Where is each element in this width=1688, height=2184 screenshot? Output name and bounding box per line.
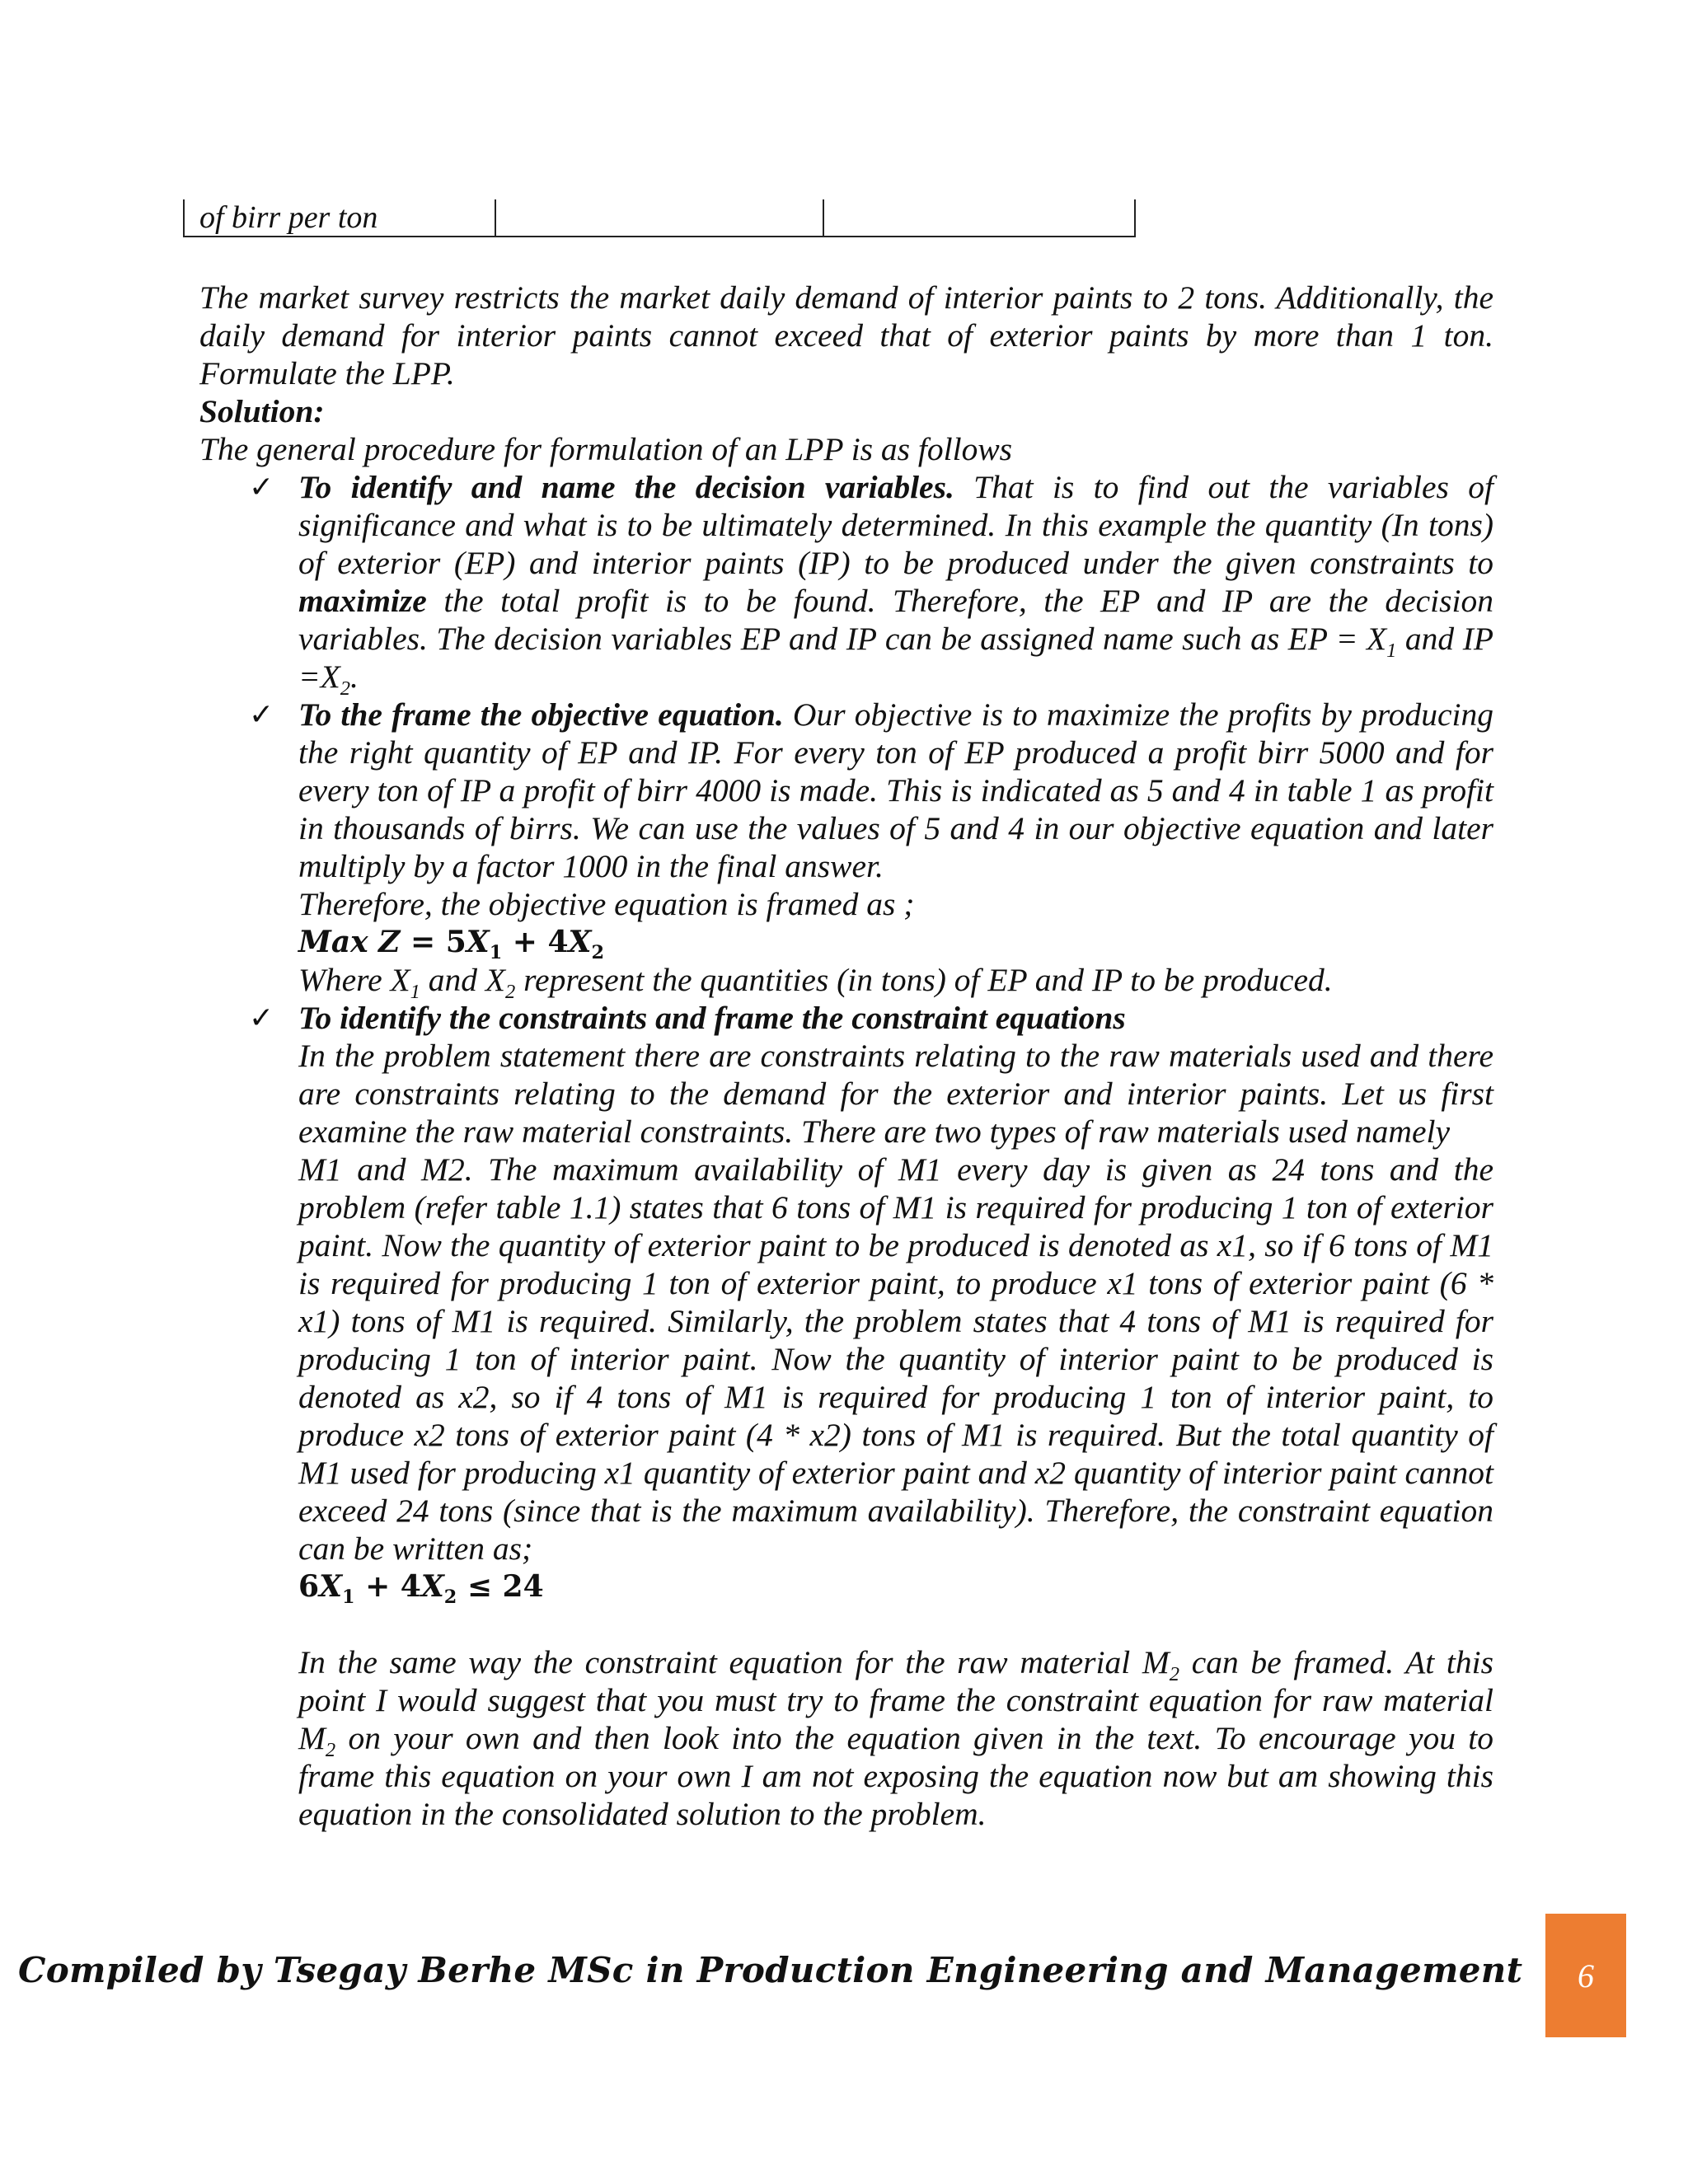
item-heading: To the frame the objective equation.: [298, 696, 784, 733]
table-cell: [823, 199, 1135, 237]
solution-label: Solution:: [199, 393, 325, 429]
intro-paragraph: The market survey restricts the market daily demand of interior paints to 2 tons. Additionally, the daily demand for interior paints cannot exceed that of exterior paints by more than 1 ton. Formulate the LPP.: [199, 279, 1493, 391]
objective-equation: Max $Z = 5X_1 + 4X_2$: [298, 925, 604, 964]
list-item: [249, 468, 1493, 700]
constraint-equation: $6X_1 + 4X_2 \le 24$: [298, 1569, 544, 1609]
item-paragraph: M1 and M2. The maximum availability of M1 every day is given as 24 tons and the problem (refer table 1.1) states that 6 tons of M1 is required for producing 1 ton of exterior paint. Now the quantity of exterior paint to be produced is denoted as x1, so if 6 tons of M1 is required for producing 1 ton of exterior paint, to produce x1 tons of exterior paint (6 * x1) tons of M1 is required. Similarly, the problem states that 4 tons of M1 is required for producing 1 ton of interior paint. Now the quantity of interior paint to be produced is denoted as x2, so if 4 tons of M1 is required for producing 1 ton of interior paint, to produce x2 tons of exterior paint (4 * x2) tons of M1 is required. But the total quantity of M1 used for producing x1 quantity of exterior paint and x2 quantity of interior paint cannot exceed 24 tons (since that is the maximum availability). Therefore, the constraint equation can be written as;: [298, 1151, 1494, 1567]
where-line: Where $X_1$ and $X_2$ represent the quantities (in tons) of EP and IP to be produced.: [298, 962, 1333, 1003]
table-fragment: [183, 199, 1136, 237]
page-number-box: [1545, 1914, 1626, 2037]
item-paragraph: In the same way the constraint equation for the raw material $M_2$ can be framed. At this point I would suggest that you must try to frame the constraint equation for raw material $M_2$ on your own and then look into the equation given in the text. To encourage you to frame this equation on your own I am not exposing the equation now but am showing this equation in the consolidated solution to the problem.: [298, 1644, 1493, 1832]
table-cell: [495, 199, 823, 237]
table-cell: of birr per ton: [184, 199, 495, 237]
item-heading: To identify the constraints and frame the constraint equations: [298, 1000, 1126, 1036]
footer-credit: Compiled by Tsegay Berhe MSc in Production Engineering and Management: [18, 1950, 1523, 1990]
list-item: [249, 696, 1494, 1003]
emphasis: maximize: [298, 583, 427, 619]
item-heading: To identify and name the decision variables.: [298, 469, 954, 505]
check-mark-icon: ✓: [249, 471, 274, 504]
page-number: 6: [1578, 1957, 1594, 1994]
procedure-list: [199, 468, 1493, 1833]
check-mark-icon: ✓: [249, 698, 274, 731]
table-row: [184, 199, 1135, 237]
item-paragraph: In the problem statement there are constraints relating to the raw materials used and there are constraints relating to the demand for the exterior and interior paints. Let us first examine the raw material constraints. There are two types of raw materials used namely: [298, 1038, 1493, 1150]
check-mark-icon: ✓: [249, 1001, 274, 1034]
list-item: [249, 999, 1494, 1833]
document-body: [199, 279, 1493, 1833]
item-paragraph: To the frame the objective equation. Our objective is to maximize the profits by producing the right quantity of EP and IP. For every ton of EP produced a profit birr 5000 and for every ton of IP a profit of birr 4000 is made. This is indicated as 5 and 4 in table 1 as profit in thousands of birrs. We can use the values of 5 and 4 in our objective equation and later multiply by a factor 1000 in the final answer.: [298, 696, 1494, 884]
item-paragraph: To identify and name the decision variables. That is to find out the variables of significance and what is to be ultimately determined. In this example the quantity (In tons) of exterior (EP) and interior paints (IP) to be produced under the given constraints to maximize the total profit is to be found. Therefore, the EP and IP are the decision variables. The decision variables EP and IP can be assigned name such as EP = $X_1$ and IP $=X_2$.: [298, 469, 1493, 700]
therefore-line: Therefore, the objective equation is framed as ;: [298, 886, 915, 922]
procedure-intro: The general procedure for formulation of an LPP is as follows: [199, 431, 1013, 467]
